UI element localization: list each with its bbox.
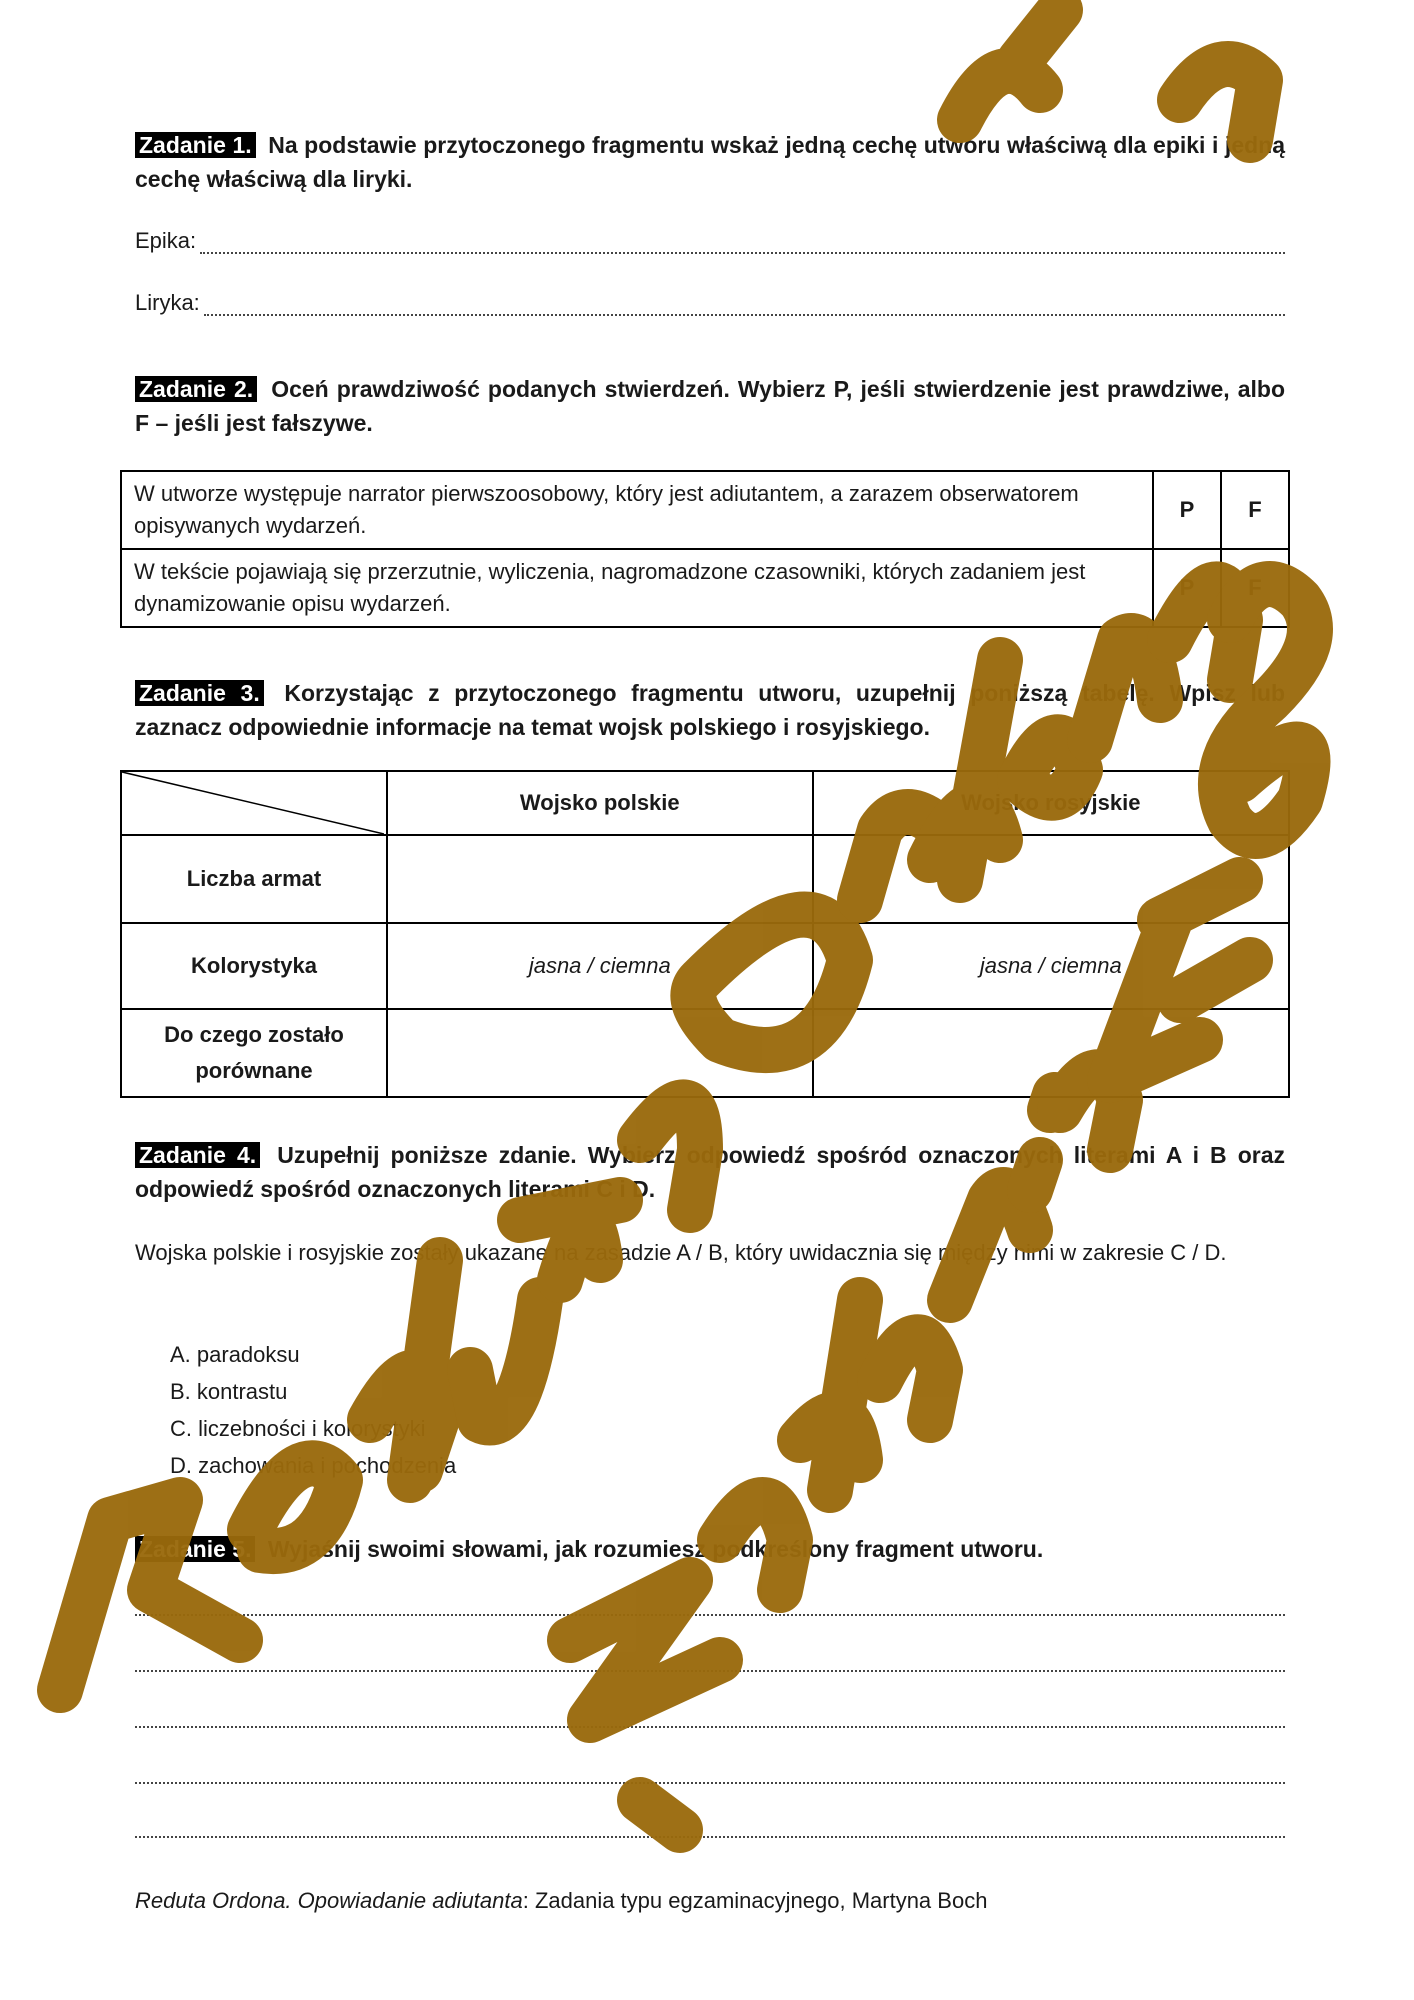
statement-2: W tekście pojawiają się przerzutnie, wyliczenia, nagromadzone czasowniki, których zadaniem jest dynamizowanie opisu wydarzeń. — [121, 549, 1153, 627]
answer-line-2[interactable] — [135, 1670, 1285, 1672]
task2-instruction — [135, 372, 1285, 440]
task4-instruction — [135, 1138, 1285, 1206]
task5-tag: Zadanie 5. — [135, 1536, 255, 1562]
answer-line-4[interactable] — [135, 1782, 1285, 1784]
colors-row-label: Kolorystyka — [121, 923, 387, 1009]
task2-tag: Zadanie 2. — [135, 376, 257, 402]
task2-text: Oceń prawdziwość podanych stwierdzeń. Wybierz P, jeśli stwierdzenie jest prawdziwe, albo F – jeśli jest fałszywe. — [135, 376, 1286, 436]
answer-line-1[interactable] — [135, 1614, 1285, 1616]
russian-guns-cell[interactable] — [813, 835, 1289, 923]
table-row — [121, 471, 1289, 549]
answer-line-5[interactable] — [135, 1836, 1285, 1838]
guns-row-label: Liczba armat — [121, 835, 387, 923]
diagonal-line — [122, 772, 384, 834]
polish-guns-cell[interactable] — [387, 835, 813, 923]
diagonal-header-cell — [121, 771, 387, 835]
compare-row-label: Do czego zostało porównane — [121, 1009, 387, 1097]
polish-army-header: Wojsko polskie — [387, 771, 813, 835]
option-d[interactable]: D. zachowania i pochodzenia — [170, 1453, 457, 1478]
epika-label: Epika: — [135, 228, 197, 253]
false-option-1[interactable]: F — [1221, 471, 1289, 549]
task4-sentence: Wojska polskie i rosyjskie zostały ukazane na zasadzie A / B, który uwidacznia się między nimi w zakresie C / D. — [135, 1240, 1227, 1265]
task3-text: Korzystając z przytoczonego fragmentu utworu, uzupełnij poniższą tabelę. Wpisz lub zaznacz odpowiednie informacje na temat wojsk polskiego i rosyjskiego. — [135, 680, 1286, 740]
task4-text: Uzupełnij poniższe zdanie. Wybierz odpowiedź spośród oznaczonych literami A i B oraz odpowiedź spośród oznaczonych literami C i D. — [135, 1142, 1286, 1202]
table-row — [121, 1009, 1289, 1097]
option-b[interactable]: B. kontrastu — [170, 1379, 288, 1404]
polish-compare-cell[interactable] — [387, 1009, 813, 1097]
footer-title: Reduta Ordona. Opowiadanie adiutanta — [135, 1888, 523, 1913]
footer-source — [135, 1888, 987, 1914]
task4-tag: Zadanie 4. — [135, 1142, 260, 1168]
task1-instruction — [135, 128, 1285, 196]
task5-text: Wyjaśnij swoimi słowami, jak rozumiesz podkreślony fragment utworu. — [267, 1536, 1044, 1562]
russian-army-header: Wojsko rosyjskie — [813, 771, 1289, 835]
option-c[interactable]: C. liczebności i kolorystyki — [170, 1416, 426, 1441]
false-option-2[interactable]: F — [1221, 549, 1289, 627]
task5-instruction — [135, 1532, 1285, 1566]
statement-1: W utworze występuje narrator pierwszoosobowy, który jest adiutantem, a zarazem obserwatorem opisywanych wydarzeń. — [121, 471, 1153, 549]
table-header-row — [121, 771, 1289, 835]
task3-tag: Zadanie 3. — [135, 680, 264, 706]
russian-compare-cell[interactable] — [813, 1009, 1289, 1097]
true-option-1[interactable]: P — [1153, 471, 1221, 549]
task1-text: Na podstawie przytoczonego fragmentu wskaż jedną cechę utworu właściwą dla epiki i jedną cechę właściwą dla liryki. — [135, 132, 1286, 192]
task3-instruction — [135, 676, 1285, 744]
answer-line-3[interactable] — [135, 1726, 1285, 1728]
russian-color-choice[interactable]: jasna / ciemna — [813, 923, 1289, 1009]
task4-options — [170, 1336, 456, 1484]
epika-dotted-line — [200, 234, 1285, 254]
true-option-2[interactable]: P — [1153, 549, 1221, 627]
epika-answer-line[interactable] — [135, 228, 1285, 254]
armies-table — [120, 770, 1290, 1098]
liryka-label: Liryka: — [135, 290, 200, 315]
task1-tag: Zadanie 1. — [135, 132, 256, 158]
table-row — [121, 923, 1289, 1009]
liryka-dotted-line — [204, 296, 1285, 316]
table-row — [121, 835, 1289, 923]
footer-rest: : Zadania typu egzaminacyjnego, Martyna Boch — [522, 1888, 988, 1913]
true-false-table — [120, 470, 1290, 628]
option-a[interactable]: A. paradoksu — [170, 1342, 300, 1367]
liryka-answer-line[interactable] — [135, 290, 1285, 316]
table-row — [121, 549, 1289, 627]
polish-color-choice[interactable]: jasna / ciemna — [387, 923, 813, 1009]
